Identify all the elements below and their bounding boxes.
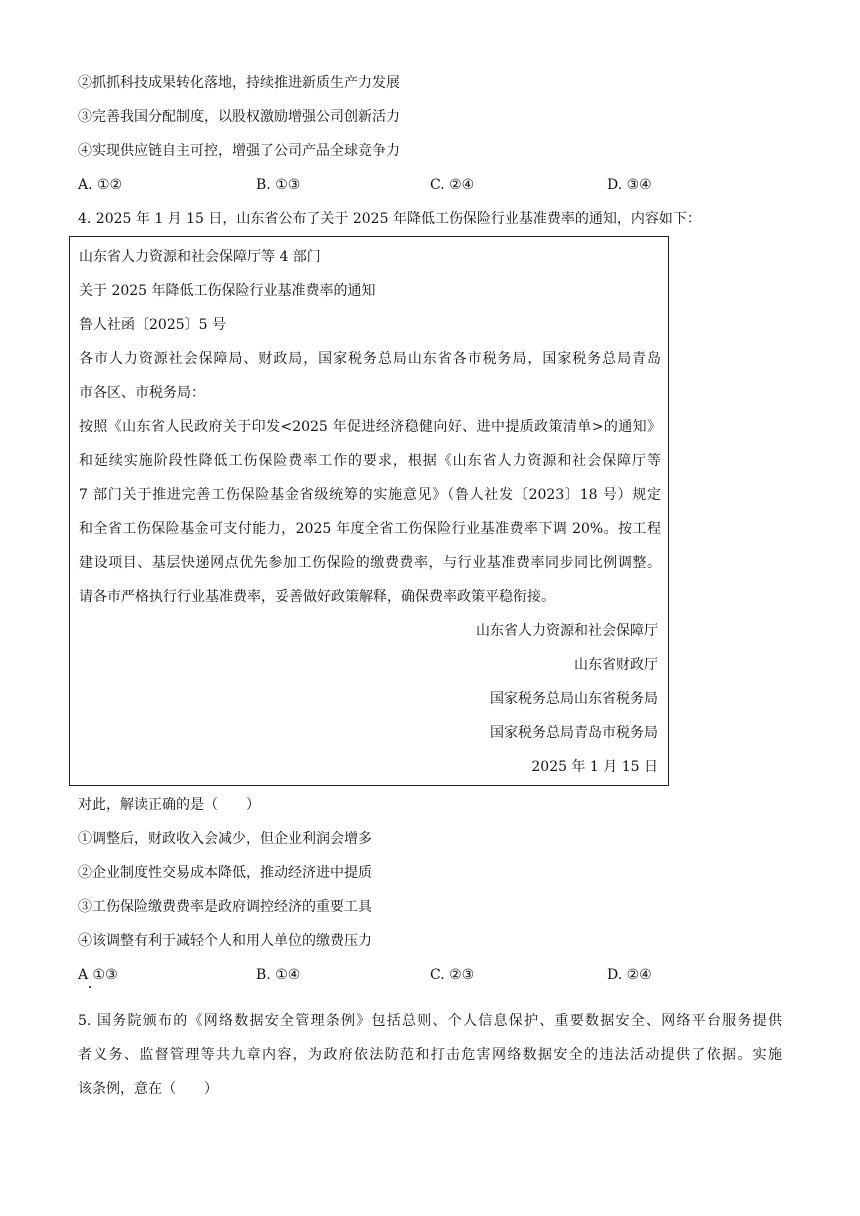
- q4-stem: 4. 2025 年 1 月 15 日，山东省公布了关于 2025 年降低工伤保险行业基准费率的通知，内容如下：: [78, 211, 701, 227]
- q5-line: 5. 国务院颁布的《网络数据安全管理条例》包括总则、个人信息保护、重要数据安全、网络平台服务提供: [78, 1013, 782, 1029]
- q4-statement-3: ③工伤保险缴费费率是政府调控经济的重要工具: [78, 899, 372, 915]
- q4-option-b: B. ①④: [256, 967, 301, 983]
- q3-option-b: B. ①③: [256, 177, 301, 193]
- notice-body-line: 建设项目、基层快递网点优先参加工伤保险的缴费费率，与行业基准费率同步同比例调整。: [79, 555, 661, 571]
- q4-statement-4: ④该调整有利于减轻个人和用人单位的缴费压力: [78, 933, 372, 949]
- notice-doc-number: 鲁人社函〔2025〕5 号: [79, 317, 226, 333]
- notice-issuer: 山东省人力资源和社会保障厅等 4 部门: [79, 249, 321, 265]
- notice-body-line: 7 部门关于推进完善工伤保险基金省级统筹的实施意见》（鲁人社发〔2023〕18 号）规定: [79, 487, 661, 503]
- q4-option-c: C. ②③: [430, 967, 475, 983]
- option-dot-mark: [89, 986, 91, 988]
- q3-option-d: D. ③④: [607, 177, 652, 193]
- q3-statement-2: ②抓抓科技成果转化落地，持续推进新质生产力发展: [78, 75, 400, 91]
- q4-prompt: 对此，解读正确的是（ ）: [78, 797, 260, 813]
- q4-option-d: D. ②④: [607, 967, 652, 983]
- notice-body-line: 和延续实施阶段性降低工伤保险费率工作的要求，根据《山东省人力资源和社会保障厅等: [79, 453, 661, 469]
- notice-signature: 国家税务总局山东省税务局: [490, 691, 658, 707]
- notice-signature: 山东省财政厅: [574, 657, 658, 673]
- notice-addressee-line: 各市人力资源社会保障局、财政局，国家税务总局山东省各市税务局，国家税务总局青岛: [79, 351, 661, 367]
- q4-statement-2: ②企业制度性交易成本降低，推动经济进中提质: [78, 865, 372, 881]
- notice-box: [69, 236, 669, 786]
- notice-signature: 国家税务总局青岛市税务局: [490, 725, 658, 741]
- notice-body-line: 按照《山东省人民政府关于印发<2025 年促进经济稳健向好、进中提质政策清单>的通知》: [79, 419, 661, 435]
- notice-signature: 山东省人力资源和社会保障厅: [476, 623, 658, 639]
- q3-statement-4: ④实现供应链自主可控，增强了公司产品全球竞争力: [78, 143, 400, 159]
- notice-title: 关于 2025 年降低工伤保险行业基准费率的通知: [79, 283, 376, 299]
- notice-body-line: 请各市严格执行行业基准费率，妥善做好政策解释，确保费率政策平稳衔接。: [79, 589, 555, 605]
- q5-line: 该条例，意在（ ）: [78, 1081, 218, 1097]
- q5-line: 者义务、监督管理等共九章内容，为政府依法防范和打击危害网络数据安全的违法活动提供了依据。实施: [78, 1047, 782, 1063]
- q3-statement-3: ③完善我国分配制度，以股权激励增强公司创新活力: [78, 109, 400, 125]
- notice-body-line: 和全省工伤保险基金可支付能力，2025 年度全省工伤保险行业基准费率下调 20%。按工程: [79, 521, 661, 537]
- q4-option-a: A ①③: [78, 967, 118, 983]
- q3-option-a: A. ①②: [78, 177, 123, 193]
- notice-date: 2025 年 1 月 15 日: [531, 759, 658, 775]
- q3-option-c: C. ②④: [430, 177, 475, 193]
- notice-addressee-line: 市各区、市税务局：: [79, 385, 205, 401]
- q4-statement-1: ①调整后，财政收入会减少，但企业利润会增多: [78, 831, 372, 847]
